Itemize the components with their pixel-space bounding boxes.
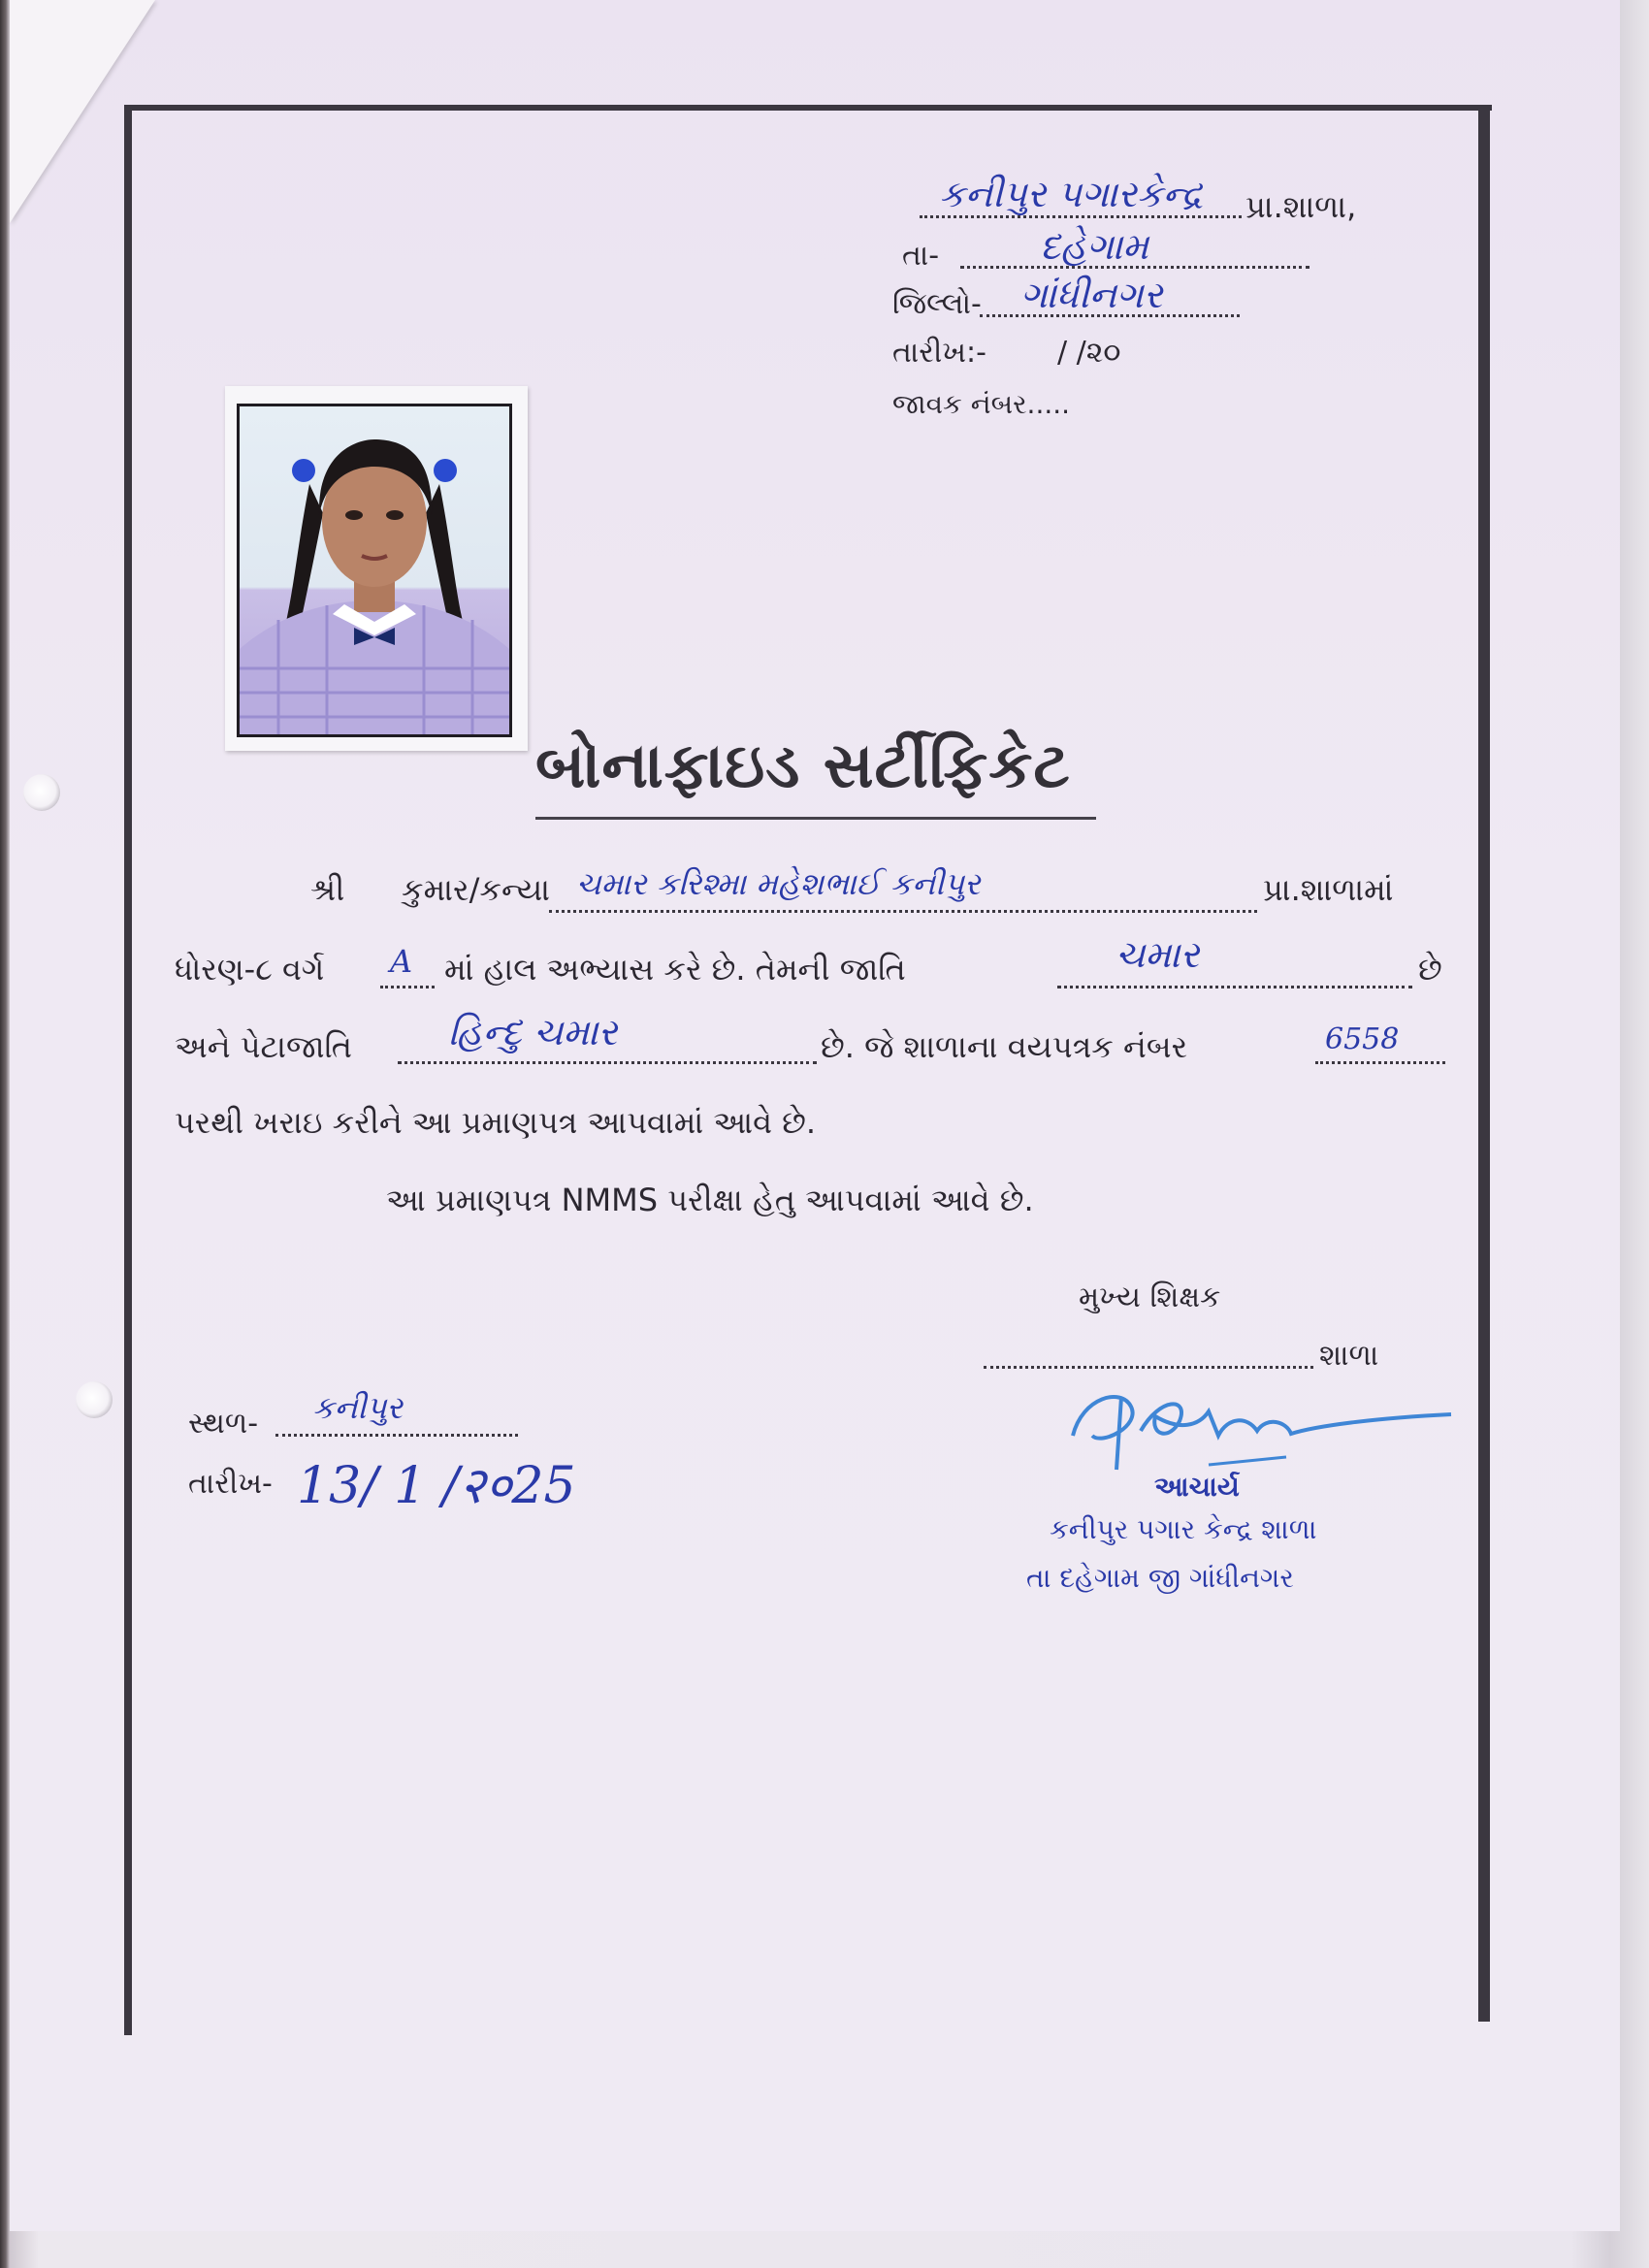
body-line3-prefix: અને પેટાજાતિ	[175, 1028, 353, 1065]
division-dots	[380, 986, 435, 988]
student-photo-image	[240, 406, 509, 734]
punch-hole-upper	[23, 774, 60, 811]
stamp-title: આચાર્ય	[1154, 1471, 1240, 1503]
stamp-line2: તા દહેગામ જી ગાંધીનગર	[1026, 1562, 1294, 1594]
body-line2-end: છે	[1418, 951, 1442, 988]
student-name-handwritten: ચમાર કરિશ્મા મહેશભાઈ કનીપુર	[576, 865, 981, 902]
head-teacher-school-dots	[984, 1366, 1313, 1369]
place-label: સ્થળ-	[188, 1407, 259, 1441]
body-line1-suffix: પ્રા.શાળામાં	[1263, 871, 1394, 908]
body-gender-label: કુમાર/કન્યા	[402, 871, 551, 908]
folded-corner	[10, 0, 155, 223]
body-line2-mid: માં હાલ અભ્યાસ કરે છે. તેમની જાતિ	[444, 951, 906, 988]
footer-date-label: તારીખ-	[188, 1467, 273, 1501]
taluka-dots	[960, 266, 1310, 269]
register-number-dots	[1315, 1061, 1445, 1064]
frame-left	[124, 105, 132, 2035]
place-dots	[275, 1434, 518, 1437]
frame-top	[124, 105, 1492, 111]
subcaste-handwritten: હિન્દુ ચમાર	[448, 1011, 618, 1053]
taluka-handwritten: દહેગામ	[1040, 225, 1149, 268]
head-teacher-school-label: શાળા	[1319, 1339, 1379, 1373]
school-name-dots	[920, 215, 1242, 218]
district-label: જિલ્લો-	[892, 287, 982, 321]
certificate-title: બોનાફાઇડ સર્ટીફિકેટ	[535, 729, 1071, 802]
body-line4: પરથી ખરાઇ કરીને આ પ્રમાણપત્ર આપવામાં આવે છે.	[175, 1104, 817, 1141]
outward-number-label: જાવક નંબર.....	[892, 388, 1071, 420]
district-dots	[980, 314, 1240, 317]
body-line3-mid: છે. જે શાળાના વયપત્રક નંબર	[821, 1028, 1188, 1065]
principal-signature-drawing	[1063, 1377, 1471, 1484]
caste-handwritten: ચમાર	[1116, 933, 1200, 976]
student-name-dots	[549, 910, 1257, 913]
head-teacher-label: મુખ્ય શિક્ષક	[1079, 1280, 1221, 1314]
frame-right	[1478, 105, 1490, 2022]
register-number-handwritten: 6558	[1325, 1022, 1400, 1056]
body-line1-prefix: શ્રી	[310, 871, 345, 908]
student-photo-mount	[225, 386, 528, 751]
footer-date-handwritten: 13/ 1 /२०25	[297, 1457, 576, 1515]
district-handwritten: ગાંધીનગર	[1020, 274, 1163, 316]
date-value-header: / /૨૦	[1057, 336, 1121, 370]
stamp-line1: કનીપુર પગાર કેન્દ્ર શાળા	[1050, 1513, 1317, 1545]
body-standard: ધોરણ-૮ વર્ગ	[175, 951, 325, 988]
place-handwritten: કનીપુર	[312, 1389, 403, 1426]
school-name-handwritten: કનીપુર પગારકેન્દ્ર	[939, 173, 1204, 215]
student-photo	[237, 404, 512, 737]
division-handwritten: A	[390, 943, 413, 980]
title-underline	[535, 817, 1096, 820]
caste-dots	[1057, 986, 1412, 988]
school-suffix: પ્રા.શાળા,	[1245, 188, 1357, 225]
date-label-header: તારીખ:-	[892, 336, 986, 370]
body-line5: આ પ્રમાણપત્ર NMMS પરીક્ષા હેતુ આપવામાં આવે છે.	[386, 1182, 1034, 1218]
subcaste-dots	[398, 1061, 817, 1064]
taluka-label: તા-	[902, 239, 940, 273]
punch-hole-lower	[76, 1381, 113, 1418]
